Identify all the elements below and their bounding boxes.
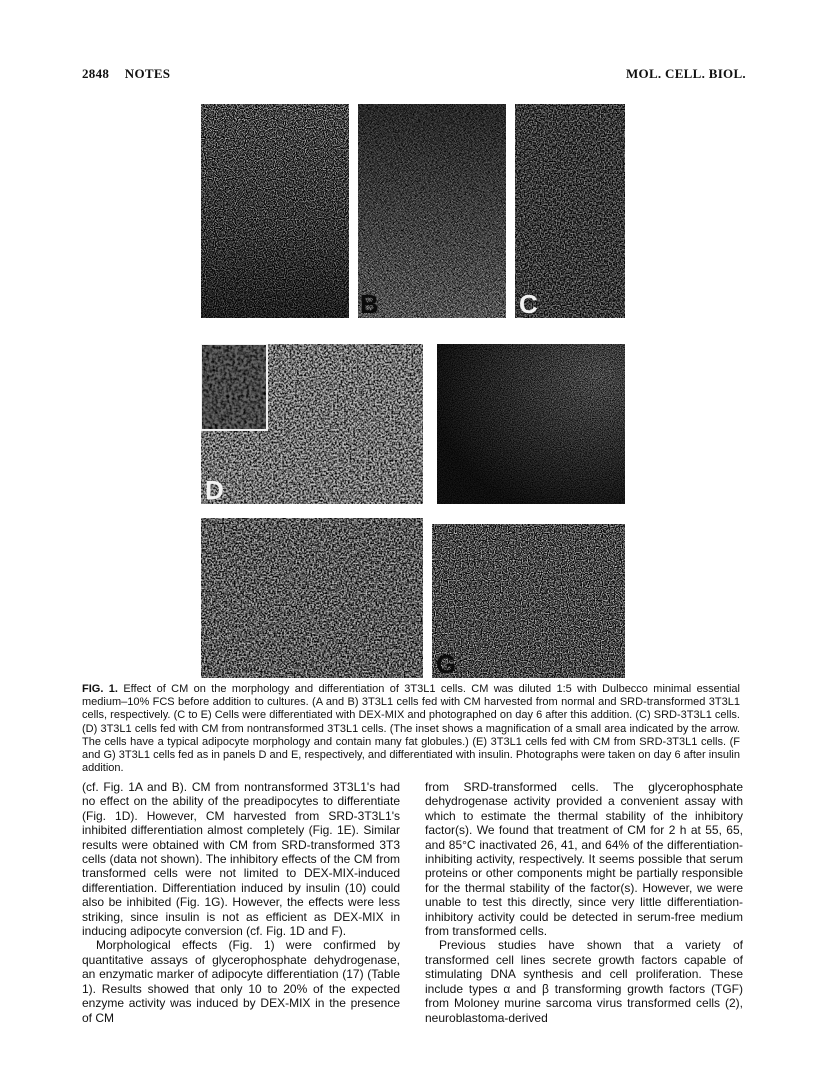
body-paragraph: Previous studies have shown that a variety of transformed cell lines secrete growth factors capable of stimulating DNA synthesis and cell proliferation. These include types α and β transforming growth factors (TGF) from Moloney murine sarcoma virus transformed cells (2), neuroblastoma-derived bbox=[425, 938, 743, 1025]
body-column-right bbox=[425, 780, 743, 1025]
panel-label-d: D bbox=[205, 475, 224, 504]
caption-text: Effect of CM on the morphology and differentiation of 3T3L1 cells. CM was diluted 1:5 with Dulbecco minimal essential medium–10% FCS before addition to cultures. (A and B) 3T3L1 cells fed with CM harvested from normal and SRD-transformed 3T3L1 cells, respectively. (C to E) Cells were differentiated with DEX-MIX and photographed on day 6 after this addition. (C) SRD-3T3L1 cells. (D) 3T3L1 cells fed with CM from nontransformed 3T3L1 cells. (The inset shows a magnification of a small area indicated by the arrow. The cells have a typical adipocyte morphology and contain many fat globules.) (E) 3T3L1 cells fed with CM from SRD-3T3L1 cells. (F and G) 3T3L1 cells fed as in panels D and E, respectively, and differentiated with insulin. Photographs were taken on day 6 after insulin addition. bbox=[82, 683, 740, 775]
running-header-left bbox=[82, 66, 170, 82]
body-column-left bbox=[82, 780, 400, 1025]
figure-caption bbox=[82, 683, 740, 775]
body-paragraph: Morphological effects (Fig. 1) were confirmed by quantitative assays of glycerophosphate dehydrogenase, an enzymatic marker of adipocyte differentiation (17) (Table 1). Results showed that only 10 to 20% of the expected enzyme activity was induced by DEX-MIX in the presence of CM bbox=[82, 938, 400, 1025]
figure-panel-g bbox=[432, 524, 625, 678]
figure-panel-a bbox=[201, 104, 349, 318]
figure-panel-f bbox=[201, 518, 423, 678]
page-number: 2848 bbox=[82, 66, 110, 81]
figure-panel-b bbox=[358, 104, 506, 318]
journal-name: MOL. CELL. BIOL. bbox=[625, 66, 746, 81]
section-title: NOTES bbox=[124, 66, 171, 81]
body-paragraph: from SRD-transformed cells. The glycerophosphate dehydrogenase activity provided a convenient assay with which to estimate the thermal stability of the inhibitory factor(s). We found that treatment of CM for 2 h at 55, 65, and 85°C inactivated 26, 41, and 64% of the differentiation-inhibiting activity, respectively. It seems possible that serum proteins or other components might be partially responsible for the thermal stability of the factor(s). However, we were unable to test this directly, since very little differentiation-inhibitory activity could be detected in serum-free medium from transformed cells. bbox=[425, 780, 743, 939]
caption-title: FIG. 1. bbox=[82, 683, 118, 695]
figure-panel-e bbox=[437, 344, 625, 504]
body-paragraph: (cf. Fig. 1A and B). CM from nontransformed 3T3L1's had no effect on the ability of the preadipocytes to differentiate (Fig. 1D). However, CM harvested from SRD-3T3L1's inhibited differentiation almost completely (Fig. 1E). Similar results were obtained with CM from SRD-transformed 3T3 cells (data not shown). The inhibitory effects of the CM from transformed cells were not limited to DEX-MIX-induced differentiation. Differentiation induced by insulin (10) could also be inhibited (Fig. 1G). However, the effects were less striking, since insulin is not as efficient as DEX-MIX in inducing adipocyte conversion (cf. Fig. 1D and F). bbox=[82, 780, 400, 939]
panel-label-b: B bbox=[360, 289, 379, 318]
figure-panel-c bbox=[515, 104, 625, 318]
figure-panel-d bbox=[201, 344, 423, 504]
panel-label-c: C bbox=[519, 289, 538, 318]
panel-label-g: G bbox=[436, 649, 457, 678]
